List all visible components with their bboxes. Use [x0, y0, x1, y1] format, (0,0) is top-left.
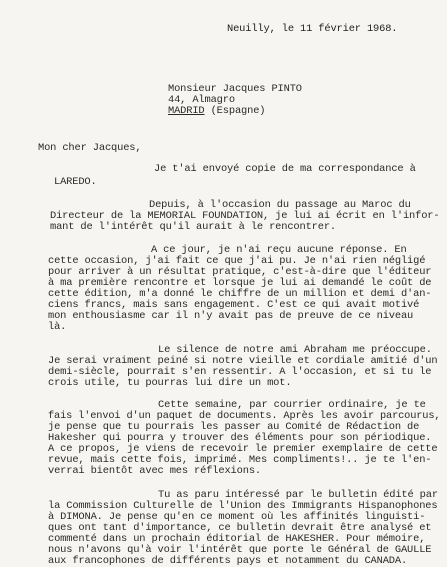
- text-line: pour arriver à un résultat pratique, c'est-à-dire que l'éditeur: [48, 266, 432, 278]
- text-line: Je serai vraiment peiné si notre vieille et cordiale amitié d'un: [48, 355, 438, 367]
- text-line: nous n'avons qu'à voir l'intérêt que porte le Général de GAULLE: [48, 544, 432, 556]
- text-line: ques ont tant d'importance, ce bulletin devrait être analysé et: [48, 522, 432, 534]
- text-line: à ma première rencontre et lorsque je lui ai demandé le coût de: [48, 277, 432, 289]
- recipient-city: MADRID: [168, 105, 205, 117]
- text-line: commenté dans un prochain éditorial de HAKESHER. Pour mémoire,: [48, 533, 426, 545]
- text-line: mon enthousiasme car il n'y avait pas de preuve de ce niveau: [48, 310, 414, 322]
- text-line: là.: [48, 321, 67, 333]
- recipient-country: (Espagne): [204, 105, 266, 117]
- salutation: Mon cher Jacques,: [38, 142, 142, 154]
- text-line: Le silence de notre ami Abraham me préoccupe.: [158, 344, 432, 356]
- text-line: ciens francs, mais sans engagement. C'est ce qui avait motivé: [48, 299, 420, 311]
- recipient-street: 44, Almagro: [168, 94, 235, 106]
- text-line: Cette semaine, par courrier ordinaire, je te: [158, 399, 426, 411]
- text-line: crois utile, tu pourras lui dire un mot.: [48, 377, 292, 389]
- text-line: Je t'ai envoyé copie de ma correspondance à: [154, 163, 416, 175]
- text-line: Hakesher qui pourra y trouver des éléments pour son périodique.: [48, 432, 432, 444]
- text-line: fais l'envoi d'un paquet de documents. Après les avoir parcourus,: [48, 410, 441, 422]
- text-line: A ce propos, je viens de recevoir le premier exemplaire de cette: [48, 443, 438, 455]
- text-line: Tu as paru intéressé par le bulletin édité par: [158, 489, 438, 501]
- recipient-city-line: [168, 106, 265, 117]
- text-line: je pense que tu pourrais les passer au Comité de Rédaction de: [48, 421, 420, 433]
- text-line: A ce jour, je n'ai reçu aucune réponse. En: [151, 244, 407, 256]
- text-line: la Commission Culturelle de l'Union des Immigrants Hispanophones: [48, 500, 438, 512]
- text-line: cette occasion, j'ai fait ce que j'ai pu. Je n'ai rien négligé: [48, 255, 426, 267]
- text-line: Directeur de la MEMORIAL FOUNDATION, je lui ai écrit en l'infor-: [50, 210, 440, 222]
- text-line: demi-siècle, pourrait s'en ressentir. A l'occasion, et si tu le: [48, 366, 432, 378]
- text-line: revue, mais cette fois, imprimé. Mes compliments!.. je te l'en-: [48, 454, 432, 466]
- recipient-name: Monsieur Jacques PINTO: [168, 83, 302, 95]
- text-line: à DIMONA. Je pense qu'en ce moment où les affinités linguisti-: [48, 511, 426, 523]
- text-line: cette édition, m'a donné le chiffre de un million et demi d'an-: [48, 288, 432, 300]
- text-line: aux francophones de différents pays et notamment du CANADA.: [48, 555, 408, 567]
- text-line: mant de l'intérêt qu'il aurait à le rencontrer.: [50, 221, 337, 233]
- text-line: LAREDO.: [54, 176, 97, 188]
- date-line: Neuilly, le 11 février 1968.: [227, 23, 398, 35]
- text-line: Depuis, à l'occasion du passage au Maroc du: [149, 199, 411, 211]
- text-line: verrai bientôt avec mes réflexions.: [48, 465, 261, 477]
